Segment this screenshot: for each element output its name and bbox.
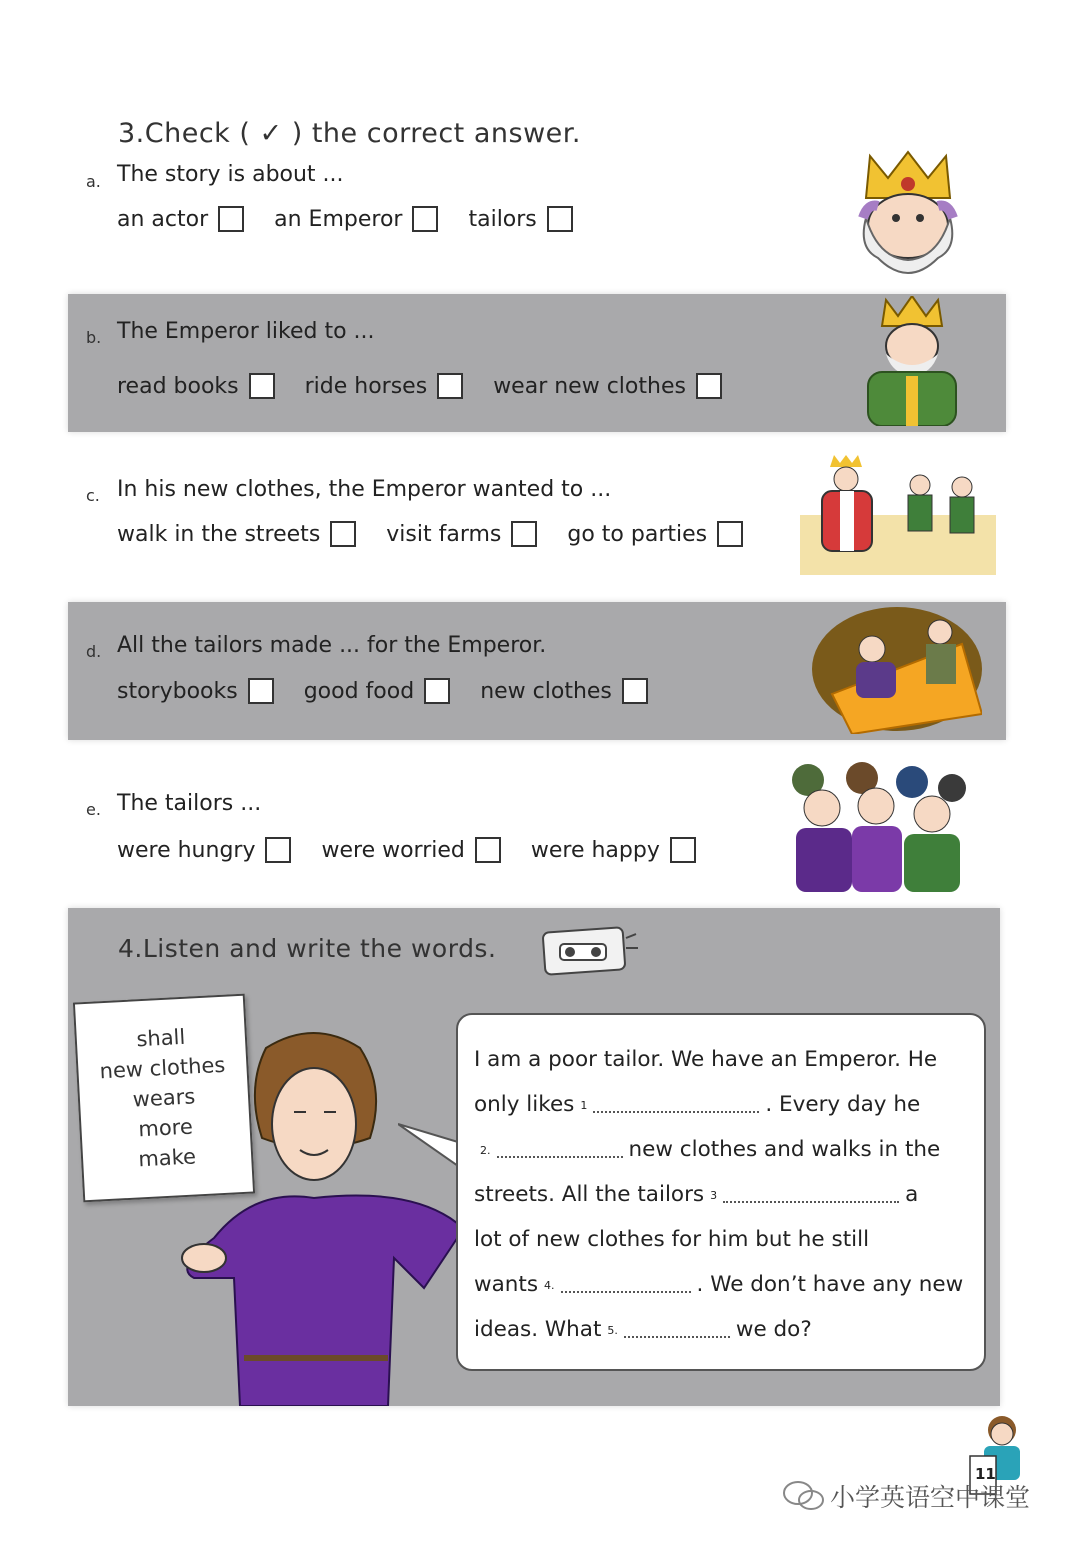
blank-number: 1	[580, 1098, 588, 1112]
option-label: were happy	[530, 837, 660, 863]
word-bank-item: wears	[132, 1084, 196, 1112]
question-e-options	[117, 837, 726, 863]
option-label: storybooks	[117, 678, 238, 704]
blank-number: 2.	[480, 1143, 491, 1157]
checkbox[interactable]	[218, 206, 244, 232]
option-label: wear new clothes	[493, 373, 686, 399]
cassette-tape-icon	[536, 922, 640, 982]
question-d-options	[117, 678, 678, 704]
emperor-portrait-icon	[852, 296, 972, 426]
speech-bubble	[456, 1013, 986, 1371]
option-label: ride horses	[304, 373, 428, 399]
option-label: tailors	[468, 206, 537, 232]
worried-tailors-icon	[782, 758, 974, 892]
question-e-letter: e.	[86, 800, 101, 819]
checkbox[interactable]	[670, 837, 696, 863]
checkbox[interactable]	[622, 678, 648, 704]
question-c-letter: c.	[86, 486, 100, 505]
blank-5[interactable]	[624, 1322, 730, 1338]
checkbox[interactable]	[475, 837, 501, 863]
passage-text: only likes	[474, 1092, 575, 1117]
checkbox[interactable]	[249, 373, 275, 399]
passage-text: wants	[474, 1272, 539, 1297]
checkbox[interactable]	[511, 521, 537, 547]
tailors-sewing-icon	[812, 604, 982, 734]
passage-text: new clothes and walks in the	[628, 1137, 941, 1162]
passage-line	[474, 1262, 970, 1307]
option-label: an Emperor	[274, 206, 403, 232]
question-c-options	[117, 521, 773, 547]
blank-number: 3	[710, 1188, 718, 1202]
wechat-icon	[782, 1479, 826, 1513]
blank-1[interactable]	[593, 1097, 759, 1113]
passage-text: streets. All the tailors	[474, 1182, 705, 1207]
blank-4[interactable]	[561, 1277, 691, 1293]
watermark	[782, 1478, 1030, 1514]
emperor-and-tailors-icon	[800, 455, 996, 575]
question-a-options	[117, 206, 603, 232]
watermark-text: 小学英语空中课堂	[830, 1483, 1031, 1512]
option-label: an actor	[117, 206, 209, 232]
tailor-character-icon	[174, 1028, 464, 1406]
checkbox[interactable]	[696, 373, 722, 399]
passage-text: a	[905, 1182, 919, 1207]
blank-number: 5.	[607, 1323, 618, 1337]
word-bank-item: more	[137, 1114, 194, 1142]
checkbox[interactable]	[248, 678, 274, 704]
passage-line	[474, 1127, 970, 1172]
question-b-letter: b.	[86, 328, 102, 347]
checkbox[interactable]	[330, 521, 356, 547]
checkbox[interactable]	[547, 206, 573, 232]
speech-bubble-tail	[398, 1122, 464, 1172]
question-b-text: The Emperor liked to ...	[117, 319, 375, 344]
option-label: visit farms	[386, 521, 502, 547]
option-label: were hungry	[117, 837, 256, 863]
blank-3[interactable]	[723, 1187, 899, 1203]
question-d-text: All the tailors made ... for the Emperor.	[117, 633, 547, 658]
passage-text: . Every day he	[765, 1092, 921, 1117]
section3-title: 3.Check ( ✓ ) the correct answer.	[118, 118, 581, 149]
checkbox[interactable]	[717, 521, 743, 547]
checkbox[interactable]	[437, 373, 463, 399]
question-d-letter: d.	[86, 642, 102, 661]
passage-line	[474, 1307, 970, 1352]
word-bank-item: shall	[135, 1024, 186, 1052]
option-label: read books	[117, 373, 239, 399]
passage-line: I am a poor tailor. We have an Emperor. He	[474, 1047, 938, 1072]
option-label: good food	[303, 678, 415, 704]
passage-line	[474, 1172, 970, 1217]
passage-line	[474, 1082, 970, 1127]
passage-text: we do?	[735, 1317, 812, 1342]
passage-line: lot of new clothes for him but he still	[474, 1227, 870, 1252]
question-b-options	[117, 373, 752, 399]
word-bank-item: make	[137, 1144, 197, 1172]
option-label: were worried	[321, 837, 465, 863]
blank-2[interactable]	[497, 1142, 623, 1158]
checkbox[interactable]	[412, 206, 438, 232]
option-label: walk in the streets	[117, 521, 321, 547]
king-crowned-head-icon	[848, 148, 968, 288]
question-c-text: In his new clothes, the Emperor wanted to ...	[117, 477, 612, 502]
passage-text: . We don’t have any new	[696, 1272, 964, 1297]
option-label: new clothes	[480, 678, 612, 704]
question-a-text: The story is about ...	[117, 162, 344, 187]
word-bank-item: new clothes	[99, 1052, 226, 1084]
question-a-letter: a.	[86, 172, 101, 191]
checkbox[interactable]	[265, 837, 291, 863]
checkbox[interactable]	[424, 678, 450, 704]
passage-text: ideas. What	[474, 1317, 602, 1342]
section4-title: 4.Listen and write the words.	[118, 934, 497, 963]
page-number: 11	[975, 1465, 996, 1483]
question-e-text: The tailors ...	[117, 791, 262, 816]
blank-number: 4.	[544, 1278, 555, 1292]
option-label: go to parties	[567, 521, 708, 547]
